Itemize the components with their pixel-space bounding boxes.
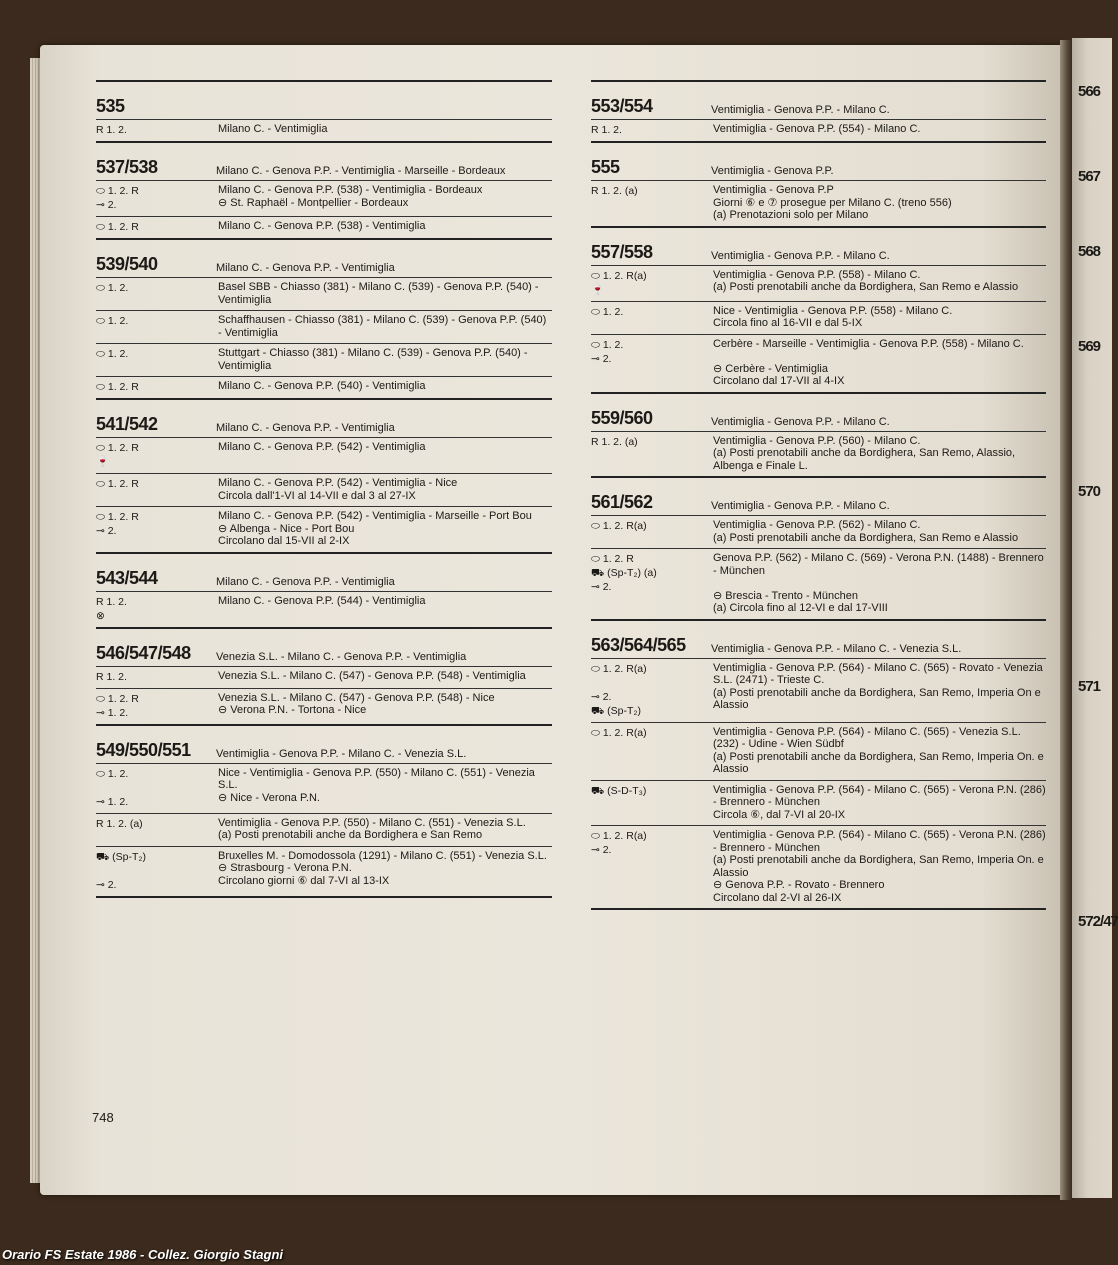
section-header bbox=[591, 486, 1046, 515]
service-detail: Genova P.P. (562) - Milano C. (569) - Verona P.N. (1488) - Brennero - München ⊖ Brescia - Trento - München (a) Circola fino al 12-VI e dal 17-VIII bbox=[713, 552, 1044, 614]
left-column bbox=[96, 80, 552, 898]
service-class: ⬭ 1. 2. R ⊸ 2. bbox=[96, 185, 139, 211]
service-class: ⬭ 1. 2. bbox=[591, 305, 624, 318]
service-class: ⬭ 1. 2. R(a) 🍷 bbox=[591, 269, 647, 296]
section-rule bbox=[96, 398, 552, 408]
service-row bbox=[96, 180, 552, 216]
route-summary: Venezia S.L. - Milano C. - Genova P.P. - Ventimiglia bbox=[216, 650, 467, 663]
section-rule bbox=[96, 724, 552, 734]
next-page-fragment: 569 bbox=[1078, 338, 1101, 355]
route-summary: Ventimiglia - Genova P.P. bbox=[711, 165, 834, 177]
section-rule bbox=[591, 392, 1046, 402]
section-header bbox=[96, 90, 552, 119]
service-class: ⬭ 1. 2. bbox=[96, 348, 129, 360]
service-row bbox=[591, 780, 1046, 826]
next-page-fragment: 570 bbox=[1078, 483, 1101, 500]
train-section bbox=[591, 476, 1046, 619]
column-end-rule bbox=[96, 896, 552, 898]
service-class: R 1. 2. (a) bbox=[96, 817, 143, 830]
section-header bbox=[591, 151, 1046, 180]
train-number: 539/540 bbox=[96, 254, 158, 274]
service-row bbox=[96, 310, 552, 343]
section-header bbox=[96, 562, 552, 591]
service-row bbox=[591, 515, 1046, 548]
section-rule bbox=[96, 627, 552, 637]
service-detail: Milano C. - Genova P.P. (540) - Ventimiglia bbox=[218, 380, 426, 392]
service-row bbox=[591, 722, 1046, 780]
service-detail: Nice - Ventimiglia - Genova P.P. (558) - Milano C. Circola fino al 16-VII e dal 5-IX bbox=[713, 304, 953, 329]
train-section bbox=[591, 226, 1046, 392]
train-section bbox=[96, 141, 552, 238]
train-number: 563/564/565 bbox=[591, 634, 686, 655]
section-header bbox=[96, 151, 552, 180]
service-detail: Basel SBB - Chiasso (381) - Milano C. (539) - Genova P.P. (540) - Ventimiglia bbox=[218, 281, 539, 306]
service-detail: Milano C. - Genova P.P. (542) - Ventimiglia - Nice Circola dall'1-VI al 14-VII e dal 3 al 27-IX bbox=[218, 477, 458, 502]
train-number: 546/547/548 bbox=[96, 642, 191, 663]
service-row bbox=[591, 658, 1046, 722]
service-detail: Ventimiglia - Genova P.P. (562) - Milano C. (a) Posti prenotabili anche da Bordighera, San Remo e Alassio bbox=[713, 519, 1019, 544]
service-class: ⬭ 1. 2. ⊸ 2. bbox=[591, 338, 624, 365]
section-rule bbox=[591, 476, 1046, 486]
train-number: 541/542 bbox=[96, 414, 158, 434]
section-header bbox=[591, 402, 1046, 431]
service-class: ⬭ 1. 2. R(a) ⊸ 2. ⛟ (Sp-T₂) bbox=[591, 662, 647, 717]
route-summary: Milano C. - Genova P.P. - Ventimiglia bbox=[216, 262, 395, 274]
service-row bbox=[591, 119, 1046, 141]
service-detail: Venezia S.L. - Milano C. (547) - Genova P.P. (548) - Nice ⊖ Verona P.N. - Tortona - Nice bbox=[218, 691, 495, 716]
service-row bbox=[96, 437, 552, 473]
section-header bbox=[591, 90, 1046, 119]
service-class: ⬭ 1. 2. R bbox=[96, 221, 139, 233]
service-detail: Milano C. - Genova P.P. (542) - Ventimiglia bbox=[218, 441, 426, 453]
service-row bbox=[591, 334, 1046, 392]
service-row bbox=[591, 301, 1046, 334]
service-row bbox=[96, 591, 552, 627]
service-class: R 1. 2. ⊗ bbox=[96, 595, 127, 622]
train-section bbox=[96, 398, 552, 552]
service-class: ⬭ 1. 2. R(a) bbox=[591, 520, 647, 532]
photo-caption: Orario FS Estate 1986 - Collez. Giorgio Stagni bbox=[2, 1247, 284, 1262]
section-rule bbox=[591, 80, 1046, 90]
service-class: ⬭ 1. 2. R 🍷 bbox=[96, 442, 139, 468]
route-summary: Ventimiglia - Genova P.P. - Milano C. bbox=[711, 415, 890, 428]
service-class: ⬭ 1. 2. R(a) ⊸ 2. bbox=[591, 830, 647, 856]
service-row bbox=[96, 506, 552, 552]
service-detail: Bruxelles M. - Domodossola (1291) - Milano C. (551) - Venezia S.L. ⊖ Strasbourg - Verona P.N. Circolano giorni ⑥ dal 7-VI al 13-IX bbox=[218, 849, 547, 887]
service-row bbox=[96, 846, 552, 896]
service-detail: Ventimiglia - Genova P.P. (558) - Milano C. (a) Posti prenotabili anche da Bordighera, San Remo e Alassio bbox=[713, 268, 1019, 293]
train-number: 557/558 bbox=[591, 241, 653, 262]
service-class: R 1. 2. bbox=[96, 124, 127, 136]
section-rule bbox=[591, 619, 1046, 629]
service-class: ⬭ 1. 2. R ⊸ 2. bbox=[96, 511, 139, 537]
route-summary: Milano C. - Genova P.P. - Ventimiglia - Marseille - Bordeaux bbox=[216, 165, 506, 177]
service-detail: Milano C. - Genova P.P. (538) - Ventimiglia - Bordeaux ⊖ St. Raphaël - Montpellier - Bordeaux bbox=[218, 184, 483, 209]
service-detail: Ventimiglia - Genova P.P. (564) - Milano C. (565) - Venezia S.L. (232) - Udine - Wien Südbf (a) Posti prenotabili anche da Bordighera, San Remo, Imperia On. e Alassio bbox=[713, 725, 1044, 775]
service-row bbox=[591, 265, 1046, 301]
service-row bbox=[591, 548, 1046, 619]
route-summary: Milano C. - Genova P.P. - Ventimiglia bbox=[216, 422, 395, 434]
service-row bbox=[96, 376, 552, 398]
route-summary: Ventimiglia - Genova P.P. - Milano C. bbox=[711, 249, 890, 262]
service-row bbox=[96, 473, 552, 506]
train-section bbox=[591, 619, 1046, 909]
section-header bbox=[591, 629, 1046, 658]
route-summary: Ventimiglia - Genova P.P. - Milano C. bbox=[711, 500, 890, 512]
train-number: 549/550/551 bbox=[96, 739, 191, 760]
service-detail: Milano C. - Genova P.P. (538) - Ventimiglia bbox=[218, 220, 426, 232]
section-rule bbox=[591, 141, 1046, 151]
service-class: ⬭ 1. 2. R(a) bbox=[591, 726, 647, 739]
train-section bbox=[591, 141, 1046, 226]
service-detail: Ventimiglia - Genova P.P. (554) - Milano C. bbox=[713, 123, 921, 135]
service-detail: Ventimiglia - Genova P.P. (560) - Milano C. (a) Posti prenotabili anche da Bordighera, San Remo, Alassio, Albenga e Finale L. bbox=[713, 434, 1016, 472]
service-class: R 1. 2. bbox=[591, 124, 622, 136]
service-class: ⬭ 1. 2. R ⛟ (Sp-T₂) (a) ⊸ 2. bbox=[591, 553, 657, 593]
route-summary: Ventimiglia - Genova P.P. - Milano C. - Venezia S.L. bbox=[216, 747, 467, 760]
train-number: 543/544 bbox=[96, 567, 158, 588]
service-row bbox=[96, 666, 552, 688]
train-section bbox=[96, 552, 552, 627]
service-class: ⬭ 1. 2. R bbox=[96, 478, 139, 490]
section-header bbox=[96, 248, 552, 277]
train-section bbox=[591, 80, 1046, 141]
section-rule bbox=[96, 238, 552, 248]
train-number: 537/538 bbox=[96, 157, 158, 177]
train-section bbox=[96, 80, 552, 141]
service-detail: Ventimiglia - Genova P.P. (564) - Milano C. (565) - Rovato - Venezia S.L. (2471) - Trieste C. (a) Posti prenotabili anche da Bordighera, San Remo, Imperia On e Alassio bbox=[713, 661, 1043, 711]
section-header bbox=[591, 236, 1046, 265]
service-detail: Ventimiglia - Genova P.P. (564) - Milano C. (565) - Verona P.N. (286) - Brennero - München Circola ⑥, dal 7-VI al 20-IX bbox=[713, 783, 1046, 821]
section-header bbox=[96, 408, 552, 437]
service-class: ⬭ 1. 2. R bbox=[96, 381, 139, 393]
service-detail: Milano C. - Ventimiglia bbox=[218, 123, 328, 135]
train-section bbox=[96, 238, 552, 398]
section-rule bbox=[591, 226, 1046, 236]
next-page-fragment: 572/47 bbox=[1078, 913, 1118, 930]
train-section bbox=[96, 724, 552, 896]
right-column bbox=[591, 80, 1046, 910]
service-detail: Stuttgart - Chiasso (381) - Milano C. (539) - Genova P.P. (540) - Ventimiglia bbox=[218, 347, 528, 372]
service-class: ⬭ 1. 2. bbox=[96, 282, 129, 294]
service-row bbox=[96, 277, 552, 310]
service-row bbox=[96, 763, 552, 813]
service-detail: Nice - Ventimiglia - Genova P.P. (550) - Milano C. (551) - Venezia S.L. ⊖ Nice - Verona P.N. bbox=[218, 766, 535, 804]
train-number: 555 bbox=[591, 157, 620, 177]
service-class: ⛟ (S-D-T₃) bbox=[591, 784, 647, 797]
service-class: R 1. 2. (a) bbox=[591, 185, 638, 197]
train-number: 559/560 bbox=[591, 407, 653, 428]
section-rule bbox=[96, 80, 552, 90]
section-rule bbox=[96, 552, 552, 562]
page-number: 748 bbox=[92, 1110, 114, 1125]
next-page bbox=[1072, 38, 1118, 1198]
service-row bbox=[96, 688, 552, 724]
service-row bbox=[591, 431, 1046, 477]
service-row bbox=[96, 343, 552, 376]
service-class: R 1. 2. bbox=[96, 670, 127, 683]
next-page-fragment: 568 bbox=[1078, 243, 1101, 260]
next-page-fragment: 571 bbox=[1078, 678, 1101, 695]
service-row bbox=[96, 119, 552, 141]
service-detail: Ventimiglia - Genova P.P Giorni ⑥ e ⑦ prosegue per Milano C. (treno 556) (a) Prenotazioni solo per Milano bbox=[713, 184, 952, 221]
train-number: 553/554 bbox=[591, 96, 653, 116]
route-summary: Milano C. - Genova P.P. - Ventimiglia bbox=[216, 575, 395, 588]
train-number: 561/562 bbox=[591, 492, 653, 512]
service-class: ⬭ 1. 2. ⊸ 1. 2. bbox=[96, 767, 129, 808]
route-summary: Ventimiglia - Genova P.P. - Milano C. bbox=[711, 104, 890, 116]
service-row bbox=[591, 180, 1046, 226]
column-end-rule bbox=[591, 908, 1046, 910]
train-number: 535 bbox=[96, 96, 125, 116]
service-detail: Schaffhausen - Chiasso (381) - Milano C. (539) - Genova P.P. (540) - Ventimiglia bbox=[218, 314, 547, 339]
section-header bbox=[96, 637, 552, 666]
service-class: R 1. 2. (a) bbox=[591, 435, 638, 448]
section-header bbox=[96, 734, 552, 763]
next-page-fragment: 567 bbox=[1078, 168, 1101, 185]
service-class: ⛟ (Sp-T₂) ⊸ 2. bbox=[96, 850, 146, 891]
service-detail: Ventimiglia - Genova P.P. (564) - Milano C. (565) - Verona P.N. (286) - Brennero - München (a) Posti prenotabili anche da Bordighera, San Remo, Imperia On. e Alassio ⊖ Genova P.P. - Rovato - Brennero Circolano dal 2-VI al 26-IX bbox=[713, 829, 1046, 904]
service-detail: Milano C. - Genova P.P. (542) - Ventimiglia - Marseille - Port Bou ⊖ Albenga - Nice - Port Bou Circolano dal 15-VII al 2-IX bbox=[218, 510, 532, 547]
service-detail: Ventimiglia - Genova P.P. (550) - Milano C. (551) - Venezia S.L. (a) Posti prenotabili anche da Bordighera e San Remo bbox=[218, 816, 526, 841]
next-page-fragment: 566 bbox=[1078, 83, 1101, 100]
train-section bbox=[591, 392, 1046, 477]
service-class: ⬭ 1. 2. R ⊸ 1. 2. bbox=[96, 692, 139, 719]
service-row bbox=[96, 813, 552, 846]
service-detail: Milano C. - Genova P.P. (544) - Ventimiglia bbox=[218, 594, 426, 607]
service-detail: Venezia S.L. - Milano C. (547) - Genova P.P. (548) - Ventimiglia bbox=[218, 669, 526, 682]
service-row bbox=[591, 825, 1046, 908]
service-row bbox=[96, 216, 552, 238]
train-section bbox=[96, 627, 552, 724]
service-class: ⬭ 1. 2. bbox=[96, 315, 129, 327]
service-detail: Cerbère - Marseille - Ventimiglia - Genova P.P. (558) - Milano C. ⊖ Cerbère - Ventimiglia Circolano dal 17-VII al 4-IX bbox=[713, 337, 1024, 387]
section-rule bbox=[96, 141, 552, 151]
route-summary: Ventimiglia - Genova P.P. - Milano C. - Venezia S.L. bbox=[711, 642, 962, 655]
